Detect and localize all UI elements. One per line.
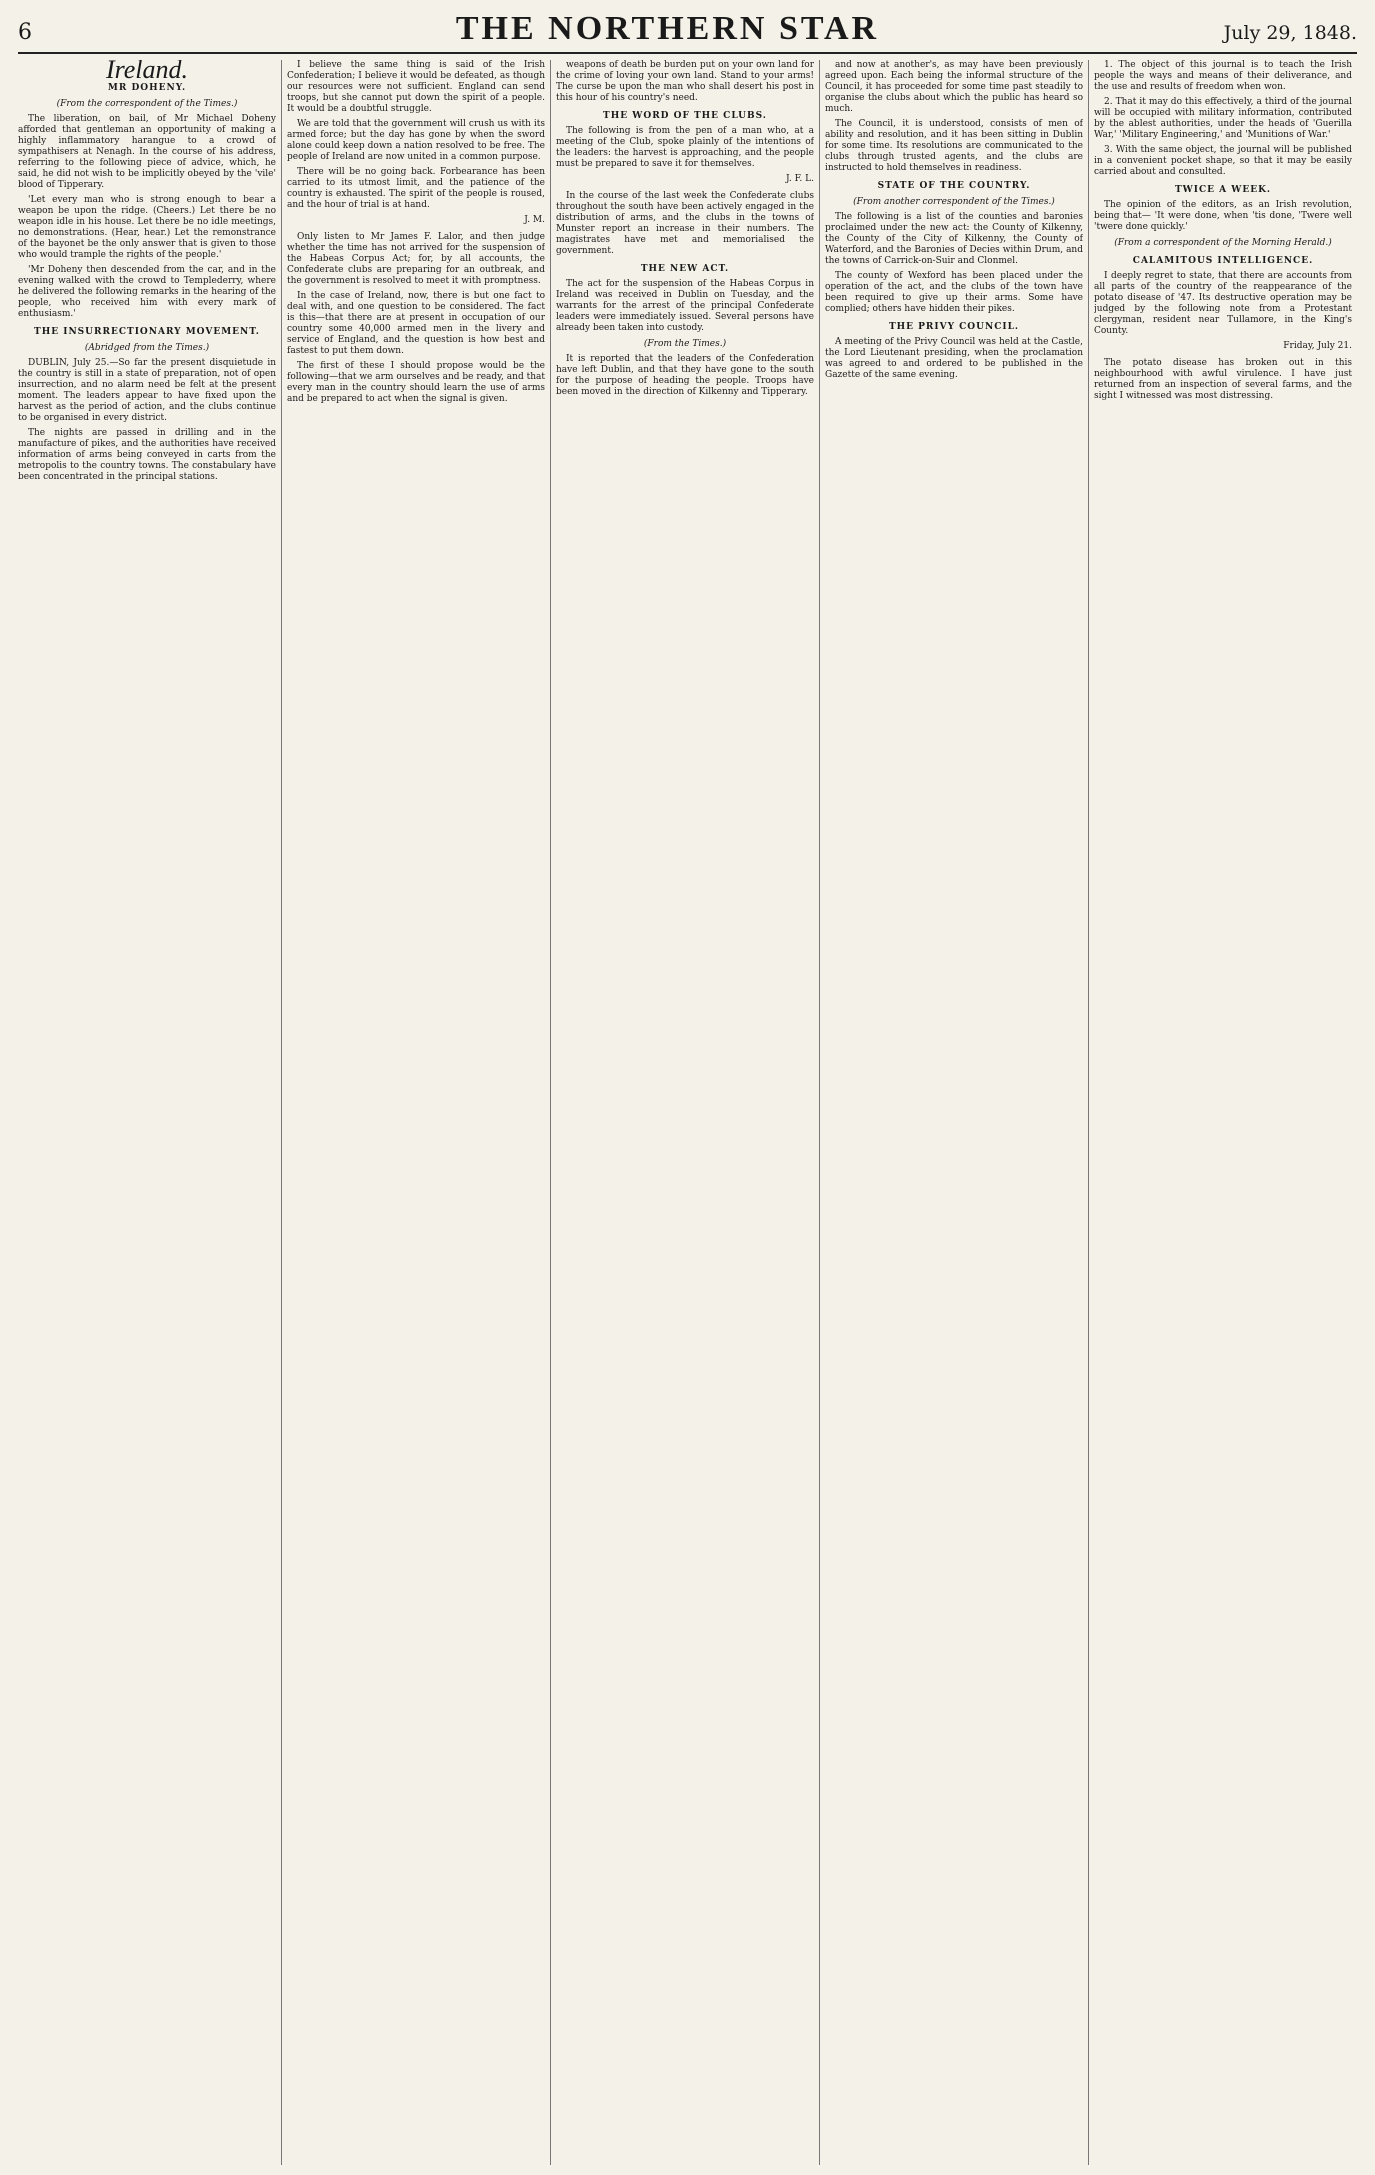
column-rule (550, 60, 551, 2165)
column-1 (18, 60, 276, 2165)
paragraph: 2. That it may do this effectively, a third of the journal will be occupied with military information, contributed by the ablest authorities, under the heads of 'Guerilla War,' 'Military Engineering,' and 'Munitions of War.' (1094, 97, 1352, 140)
column-rule (281, 60, 282, 2165)
article-heading: MR DOHENY. (107, 83, 187, 93)
paragraph: and now at another's, as may have been previously agreed upon. Each being the informal structure of the Council, it has proceeded for some time past steadily to organise the clubs about which the public has heard so much. (825, 60, 1083, 114)
paragraph: I deeply regret to state, that there are accounts from all parts of the country of the reappearance of the potato disease of '47. Its destructive operation may be judged by the following note from a Protestant clergyman, resident near Tullamore, in the King's County. (1094, 271, 1352, 336)
paragraph: 1. The object of this journal is to teach the Irish people the ways and means of their deliverance, and the use and results of freedom when won. (1094, 60, 1352, 92)
column-rule (1088, 60, 1089, 2165)
paragraph: 'Mr Doheny then descended from the car, and in the evening walked with the crowd to Templederry, where he delivered the following remarks in the hearing of the people, who received him with every mark of enthusiasm.' (18, 265, 276, 319)
paragraph: We are told that the government will crush us with its armed force; but the day has gone by when the sword alone could keep down a nation resolved to be free. The people of Ireland are now united in a common purpose. (287, 119, 545, 162)
paragraph: I believe the same thing is said of the Irish Confederation; I believe it would be defeated, as though our resources were not sufficient. England can send troops, but she cannot put down the spirit of a people. It would be a doubtful struggle. (287, 60, 545, 114)
paragraph: The first of these I should propose would be the following—that we arm ourselves and be ready, and that every man in the country should learn the use of arms and be prepared to act when the signal is given. (287, 361, 545, 404)
signature: J. M. (524, 215, 545, 225)
article-columns (18, 60, 1357, 2170)
page-number: 6 (18, 20, 32, 45)
paragraph: Only listen to Mr James F. Lalor, and then judge whether the time has not arrived for the suspension of the Habeas Corpus Act; for, by all accounts, the Confederate clubs are preparing for an outbreak, and the government is resolved to meet it with promptness. (287, 232, 545, 286)
paragraph: The following is a list of the counties and baronies proclaimed under the new act: the County of Kilkenny, the County of the City of Kilkenny, the County of Waterford, and the Baronies of Decies within Drum, and the towns of Carrick-on-Suir and Clonmel. (825, 212, 1083, 266)
column-3 (556, 60, 814, 2165)
attribution: (Abridged from the Times.) (84, 343, 210, 353)
attribution: (From the correspondent of the Times.) (56, 99, 238, 109)
issue-date: July 29, 1848. (1223, 22, 1357, 44)
paragraph: The Council, it is understood, consists of men of ability and resolution, and it has been sitting in Dublin for some time. Its resolutions are communicated to the clubs through trusted agents, and the clubs are instructed to hold themselves in readiness. (825, 119, 1083, 173)
paragraph: weapons of death be burden put on your own land for the crime of loving your own land. Stand to your arms! The curse be upon the man who shall desert his post in this hour of his country's need. (556, 60, 814, 103)
attribution: (From another correspondent of the Times.) (853, 197, 1055, 207)
paragraph: The following is from the pen of a man who, at a meeting of the Club, spoke plainly of the intentions of the leaders: the harvest is approaching, and the people must be prepared to save it for themselves. (556, 126, 814, 169)
signature: J. F. L. (785, 174, 814, 184)
paragraph: 3. With the same object, the journal will be published in a convenient pocket shape, so that it may be easily carried about and consulted. (1094, 145, 1352, 177)
article-heading: THE PRIVY COUNCIL. (888, 322, 1020, 332)
paragraph: DUBLIN, July 25.—So far the present disquietude in the country is still in a state of preparation, not of open insurrection, and no alarm need be felt at the present moment. The leaders appear to have fixed upon the harvest as the period of action, and the clubs continue to be organised in every district. (18, 358, 276, 423)
column-rule (819, 60, 820, 2165)
paragraph: The opinion of the editors, as an Irish revolution, being that— 'It were done, when 'tis done, 'Twere well 'twere done quickly.' (1094, 200, 1352, 232)
article-heading: THE WORD OF THE CLUBS. (603, 111, 767, 121)
section-heading: Ireland. (105, 60, 189, 84)
paragraph: The act for the suspension of the Habeas Corpus in Ireland was received in Dublin on Tuesday, and the warrants for the arrest of the principal Confederate leaders were immediately issued. Several persons have already been taken into custody. (556, 279, 814, 333)
paragraph: 'Let every man who is strong enough to bear a weapon be upon the ridge. (Cheers.) Let there be no weapon idle in his house. Let there be no idle meetings, no demonstrations. (Hear, hear.) Let the remonstrance of the bayonet be the only answer that is given to those who would trample the rights of the people.' (18, 195, 276, 260)
paragraph: There will be no going back. Forbearance has been carried to its utmost limit, and the patience of the country is exhausted. The spirit of the people is roused, and the hour of trial is at hand. (287, 167, 545, 210)
paragraph: The liberation, on bail, of Mr Michael Doheny afforded that gentleman an opportunity of making a highly inflammatory harangue to a crowd of sympathisers at Nenagh. In the course of his address, referring to the following piece of advice, which, he said, he did not wish to be implicitly obeyed by the 'vile' blood of Tipperary. (18, 114, 276, 190)
article-heading: TWICE A WEEK. (1174, 185, 1272, 195)
column-5 (1094, 60, 1352, 2165)
newspaper-title: THE NORTHERN STAR (455, 10, 880, 47)
attribution: (From the Times.) (643, 339, 727, 349)
attribution: (From a correspondent of the Morning Herald.) (1114, 238, 1332, 248)
masthead (18, 10, 1357, 54)
paragraph: The potato disease has broken out in this neighbourhood with awful virulence. I have just returned from an inspection of several farms, and the sight I witnessed was most distressing. (1094, 358, 1352, 401)
article-heading: THE INSURRECTIONARY MOVEMENT. (34, 327, 260, 337)
column-4 (825, 60, 1083, 2165)
paragraph: It is reported that the leaders of the Confederation have left Dublin, and that they have gone to the south for the purpose of heading the people. Troops have been moved in the direction of Kilkenny and Tipperary. (556, 354, 814, 397)
signature: Friday, July 21. (1283, 341, 1352, 351)
article-heading: THE NEW ACT. (640, 264, 730, 274)
paragraph: In the case of Ireland, now, there is but one fact to deal with, and one question to be considered. The fact is this—that there are at present in occupation of our country some 40,000 armed men in the livery and service of England, and the question is how best and fastest to put them down. (287, 291, 545, 356)
paragraph: The nights are passed in drilling and in the manufacture of pikes, and the authorities have received information of arms being conveyed in carts from the metropolis to the country towns. The constabulary have been concentrated in the principal stations. (18, 428, 276, 482)
article-heading: STATE OF THE COUNTRY. (877, 181, 1031, 191)
paragraph: A meeting of the Privy Council was held at the Castle, the Lord Lieutenant presiding, when the proclamation was agreed to and ordered to be published in the Gazette of the same evening. (825, 337, 1083, 380)
column-2 (287, 60, 545, 2165)
article-heading: CALAMITOUS INTELLIGENCE. (1132, 256, 1314, 266)
paragraph: The county of Wexford has been placed under the operation of the act, and the clubs of the town have been required to give up their arms. Some have complied; others have hidden their pikes. (825, 271, 1083, 314)
paragraph: In the course of the last week the Confederate clubs throughout the south have been actively engaged in the distribution of arms, and the clubs in the towns of Munster report an increase in their numbers. The magistrates have met and memorialised the government. (556, 191, 814, 256)
